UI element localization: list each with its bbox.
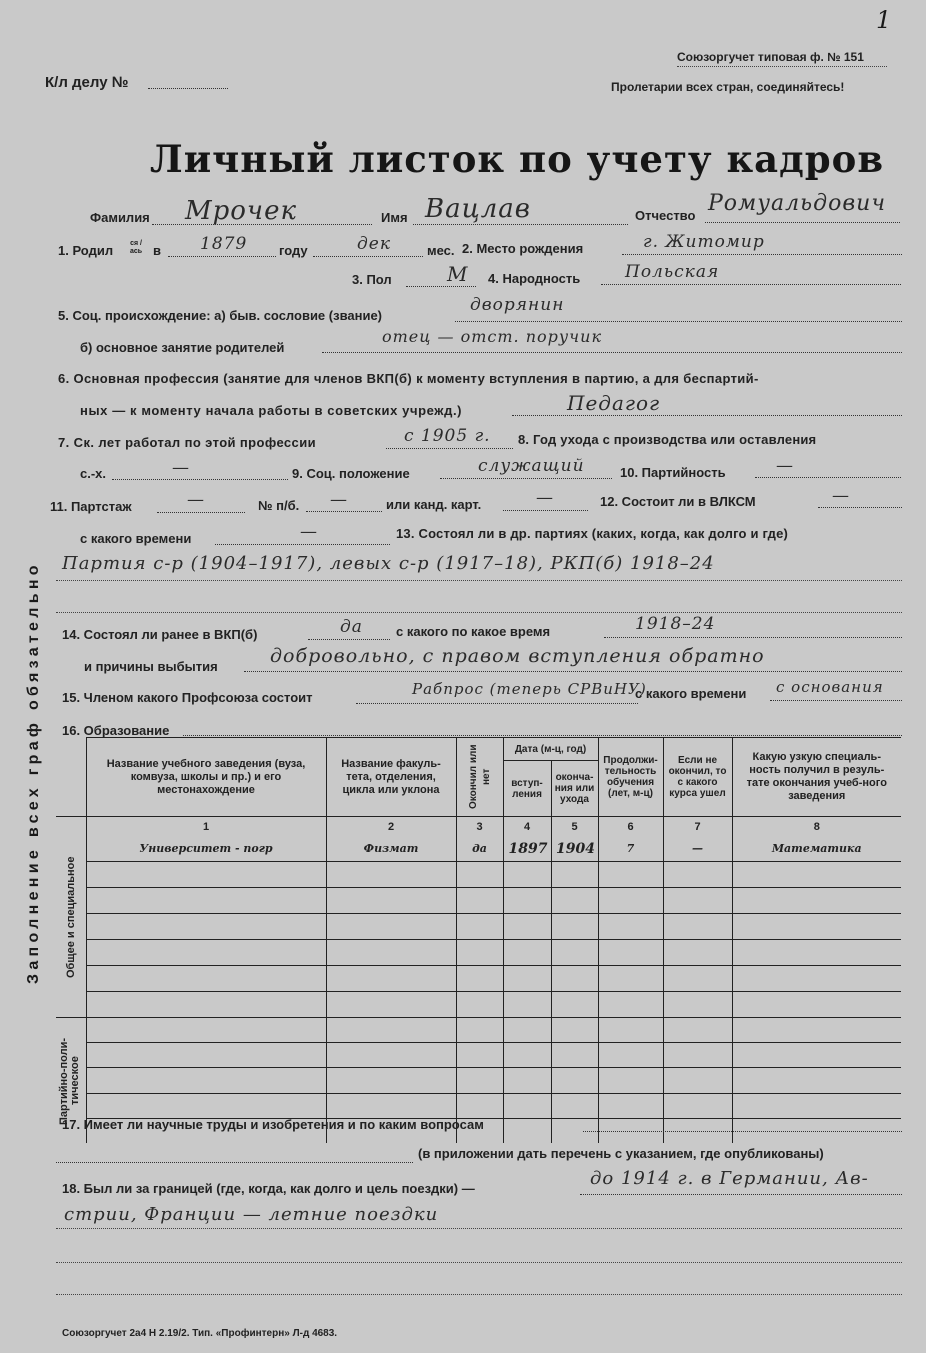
- patronymic-value: Ромуальдович: [708, 191, 886, 216]
- f1-in: в: [153, 243, 161, 258]
- row-duration: 7: [598, 836, 663, 861]
- f18-value: до 1914 г. в Германии, Ав-: [590, 1168, 869, 1189]
- f14b-label: с какого по какое время: [396, 624, 551, 639]
- f15b-value: с основания: [776, 678, 884, 696]
- row-end: 1904: [551, 836, 598, 861]
- name-value: Вацлав: [425, 194, 531, 224]
- col-number-8: 8: [732, 817, 901, 837]
- col-institution-header: Название учебного заведения (вуза, комвуза, школы и пр.) и его местонахождение: [86, 738, 326, 817]
- f5-label: 5. Соц. происхождение: а) быв. сословие (звание): [58, 308, 383, 323]
- f14b-value: 1918–24: [635, 614, 716, 634]
- birth-year: 1879: [200, 234, 248, 254]
- block-party-label: Партийно-поли-тическое: [57, 1036, 81, 1125]
- row-specialty: Математика: [732, 836, 901, 861]
- f11-label: 11. Партстаж: [50, 499, 132, 514]
- f11b-label: № п/б.: [258, 498, 300, 513]
- f3-label: 3. Пол: [352, 272, 392, 287]
- f5b-label: б) основное занятие родителей: [80, 340, 285, 355]
- f12b-label: с какого времени: [80, 531, 192, 546]
- f8-label: 8. Год ухода с производства или оставления: [518, 432, 817, 447]
- f11-value: —: [187, 490, 205, 510]
- f14c-value: добровольно, с правом вступления обратно: [270, 645, 765, 667]
- sex-value: М: [447, 262, 469, 286]
- f11c-value: —: [536, 488, 554, 508]
- f15-value: Рабпрос (теперь СРВиНУ): [412, 680, 647, 698]
- f7-label: 7. Ск. лет работал по этой профессии: [58, 435, 316, 450]
- f8b-label: с.-х.: [80, 466, 107, 481]
- col-dates-header: Дата (м-ц, год): [503, 738, 598, 761]
- f11b-value: —: [330, 490, 348, 510]
- f18-label: 18. Был ли за границей (где, когда, как долго и цель поездки) —: [62, 1181, 475, 1196]
- form-code: Союзоргучет типовая ф. № 151: [677, 50, 864, 64]
- estate-value: дворянин: [470, 295, 565, 315]
- f12b-value: —: [300, 522, 318, 542]
- row-faculty: Физмат: [326, 836, 456, 861]
- f1-month: мес.: [427, 243, 455, 258]
- col-left-course-header: Если не окончил, то с какого курса ушел: [663, 738, 732, 817]
- parents-value: отец — отст. поручик: [382, 327, 602, 346]
- years-in-prof: с 1905 г.: [404, 426, 491, 446]
- col-number-6: 6: [598, 817, 663, 837]
- patronymic-label: Отчество: [635, 208, 696, 223]
- f1-year: году: [279, 243, 308, 258]
- col-number-4: 4: [503, 817, 551, 837]
- f8-value: —: [172, 458, 190, 478]
- col-end-header: оконча-ния или ухода: [551, 761, 598, 817]
- f14c-label: и причины выбытия: [84, 659, 218, 674]
- f12-label: 12. Состоит ли в ВЛКСМ: [600, 494, 756, 509]
- f6-label: 6. Основная профессия (занятие для членов ВКП(б) к моменту вступления в партию, а для беспартий-: [58, 371, 759, 386]
- f14-value: да: [340, 617, 363, 637]
- footer-print-info: Союзоргучет 2а4 Н 2.19/2. Тип. «Профинтерн» Л-д 4683.: [62, 1328, 338, 1339]
- f18-value-2: стрии, Франции — летние поездки: [64, 1204, 439, 1225]
- col-duration-header: Продолжи-тельность обучения (лет, м-ц): [598, 738, 663, 817]
- f17-label: 17. Имеет ли научные труды и изобретения и по каким вопросам: [62, 1117, 484, 1132]
- col-start-header: вступ-ления: [503, 761, 551, 817]
- f14-label: 14. Состоял ли ранее в ВКП(б): [62, 627, 258, 642]
- col-number-5: 5: [551, 817, 598, 837]
- f1-label: 1. Родил: [58, 243, 114, 258]
- profession-value: Педагог: [567, 391, 661, 415]
- nationality: Польская: [625, 262, 720, 282]
- social-value: служащий: [478, 456, 585, 476]
- f1-suffix: ся / ась: [129, 240, 143, 255]
- f11c-label: или канд. карт.: [386, 497, 482, 512]
- f6b-label: ных — к моменту начала работы в советских учрежд.): [80, 403, 463, 418]
- birth-month: дек: [357, 234, 391, 254]
- name-label: Имя: [381, 210, 408, 225]
- col-specialty-header: Какую узкую специаль-ность получил в резуль-тате окончания учеб-ного заведения: [732, 738, 901, 817]
- f15-label: 15. Членом какого Профсоюза состоит: [62, 690, 313, 705]
- case-label: К/л делу №: [45, 74, 129, 91]
- f12-value: —: [832, 486, 850, 506]
- col-faculty-header: Название факуль-тета, отделения, цикла или уклона: [326, 738, 456, 817]
- education-table: [56, 737, 901, 1143]
- row-start: 1897: [503, 836, 551, 861]
- col-number-7: 7: [663, 817, 732, 837]
- row-left-course: —: [663, 836, 732, 861]
- row-graduated: да: [456, 836, 503, 861]
- surname-value: Мрочек: [185, 196, 298, 226]
- col-graduated-header: Окончил или нет: [467, 744, 492, 810]
- f17-note: (в приложении дать перечень с указанием, где опубликованы): [418, 1146, 824, 1161]
- col-number-1: 1: [86, 817, 326, 837]
- f13-value: Партия с-р (1904–1917), левых с-р (1917–18), РКП(б) 1918–24: [62, 553, 715, 574]
- f10-label: 10. Партийность: [620, 465, 726, 480]
- col-number-2: 2: [326, 817, 456, 837]
- f15b-label: с какого времени: [635, 686, 747, 701]
- slogan: Пролетарии всех стран, соединяйтесь!: [611, 80, 845, 94]
- f2-label: 2. Место рождения: [462, 241, 584, 256]
- education-row: [56, 836, 901, 861]
- f13-label: 13. Состоял ли в др. партиях (каких, когда, как долго и где): [396, 526, 789, 541]
- col-number-3: 3: [456, 817, 503, 837]
- f10-value: —: [776, 456, 794, 476]
- f16-label: 16. Образование: [62, 723, 170, 738]
- row-institution: Университет - погр: [86, 836, 326, 861]
- block-general-label: Общее и специальное: [64, 856, 77, 978]
- form-title: Личный листок по учету кадров: [150, 137, 885, 181]
- f9-label: 9. Соц. положение: [292, 466, 410, 481]
- f4-label: 4. Народность: [488, 271, 581, 286]
- surname-label: Фамилия: [90, 210, 150, 225]
- birthplace: г. Житомир: [643, 232, 765, 252]
- page-number: 1: [876, 6, 892, 34]
- side-note: Заполнение всех граф обязательно: [25, 561, 42, 984]
